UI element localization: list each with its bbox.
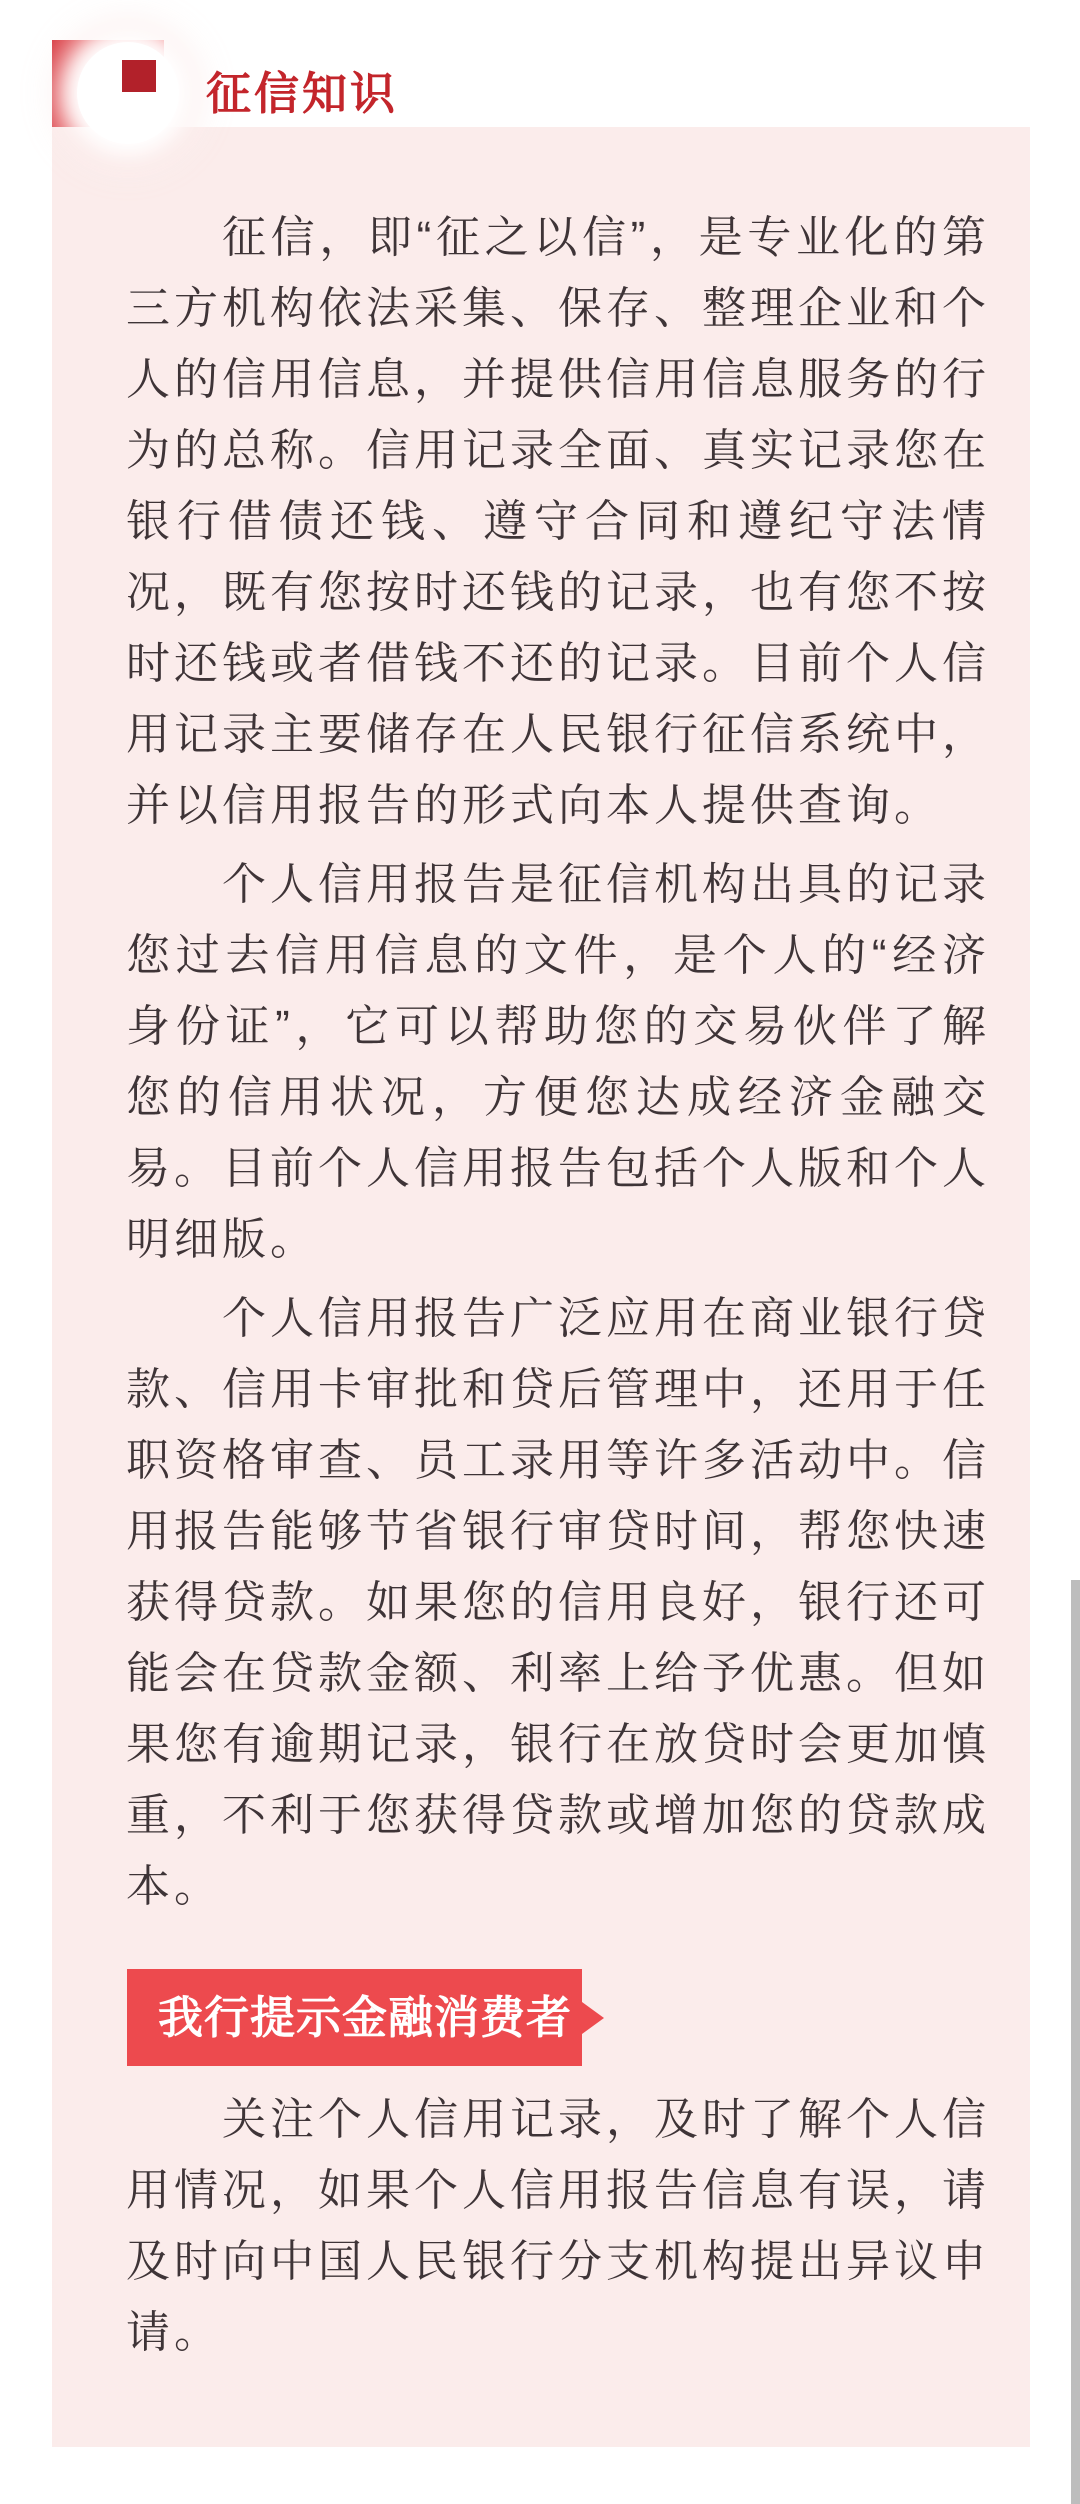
- paragraph-consumer-tip: 关注个人信用记录，及时了解个人信用情况，如果个人信用报告信息有误，请及时向中国人民银行分支机构提出异议申请。: [126, 2095, 990, 2357]
- scrollbar-thumb[interactable]: [1071, 1580, 1080, 2504]
- notice-banner: [127, 1969, 582, 2066]
- page-title: 征信知识: [206, 68, 399, 119]
- halo-circle: [77, 42, 179, 144]
- paragraph-credit-report: 个人信用报告是征信机构出具的记录您过去信用信息的文件，是个人的“经济身份证”，它可以帮助您的交易伙伴了解您的信用状况，方便您达成经济金融交易。目前个人信用报告包括个人版和个人明细版。: [126, 860, 990, 1264]
- paragraph-credit-definition: 征信，即“征之以信”，是专业化的第三方机构依法采集、保存、整理企业和个人的信用信息，并提供信用信息服务的行为的总称。信用记录全面、真实记录您在银行借债还钱、遵守合同和遵纪守法情况，既有您按时还钱的记录，也有您不按时还钱或者借钱不还的记录。目前个人信用记录主要储存在人民银行征信系统中，并以信用报告的形式向本人提供查询。: [126, 213, 990, 830]
- banner-label: 我行提示金融消费者: [158, 1992, 573, 2043]
- square-bullet-icon: [122, 60, 156, 92]
- paragraph-report-usage: 个人信用报告广泛应用在商业银行贷款、信用卡审批和贷后管理中，还用于任职资格审查、员工录用等许多活动中。信用报告能够节省银行审贷时间，帮您快速获得贷款。如果您的信用良好，银行还可能会在贷款金额、利率上给予优惠。但如果您有逾期记录，银行在放贷时会更加慎重，不利于您获得贷款或增加您的贷款成本。: [126, 1294, 990, 1911]
- banner-arrow-icon: [582, 2002, 604, 2034]
- article-body: [126, 202, 990, 2376]
